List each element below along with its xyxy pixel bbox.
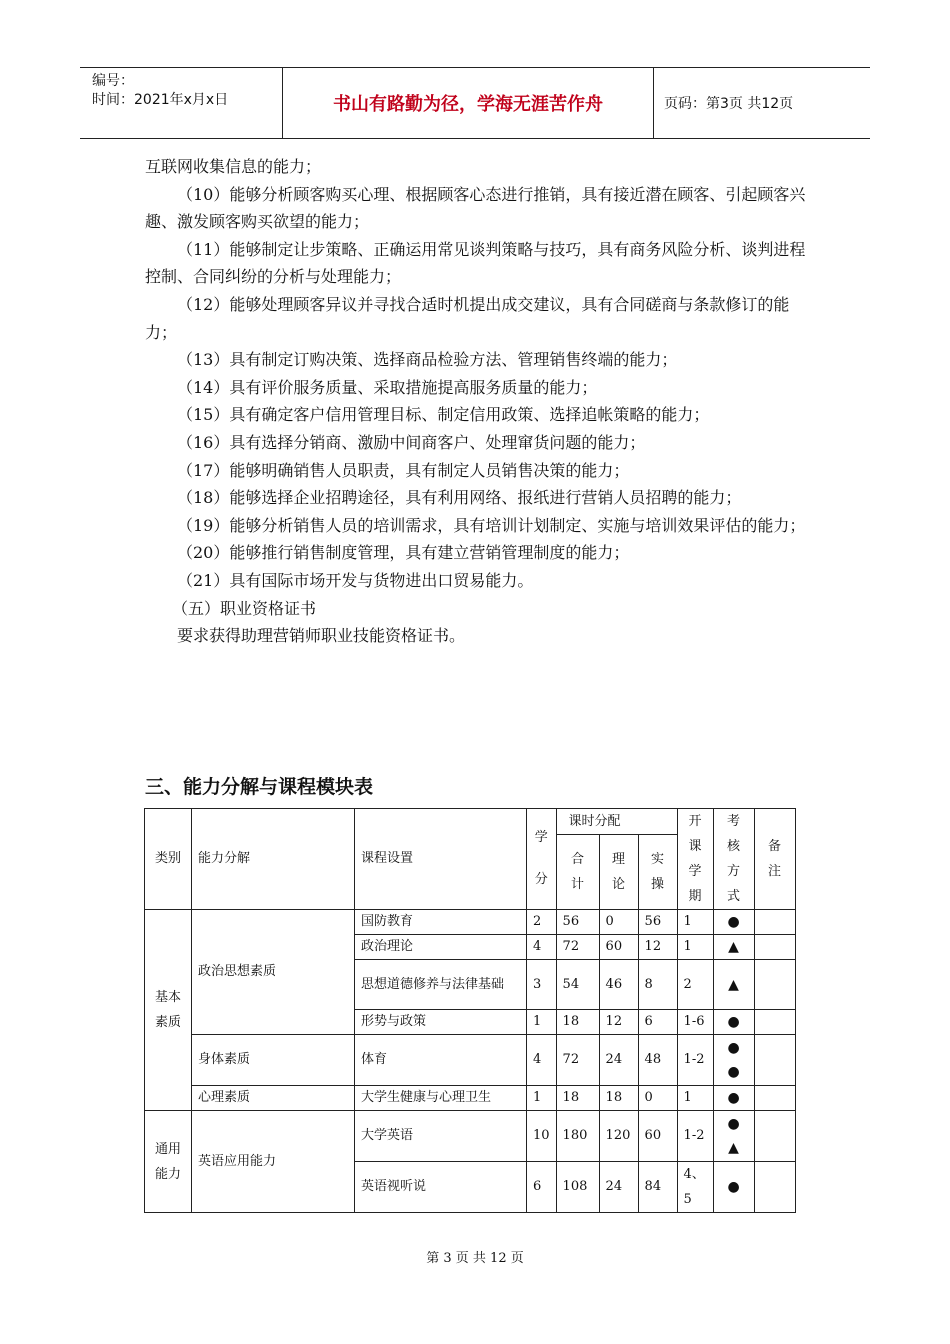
ability-cell: 政治思想素质	[192, 910, 355, 1035]
term-cell: 1-2	[677, 1035, 713, 1086]
note-cell	[754, 910, 795, 935]
exam-mark: ●	[727, 1116, 740, 1132]
category-cell: 通用 能力	[145, 1111, 192, 1213]
total-cell: 18	[556, 1086, 599, 1111]
theory-cell: 24	[599, 1162, 638, 1213]
total-cell: 18	[556, 1010, 599, 1035]
credit-cell: 6	[527, 1162, 557, 1213]
course-module-table	[144, 808, 796, 1213]
note-cell	[754, 960, 795, 1010]
credit-cell: 1	[527, 1010, 557, 1035]
table-row	[145, 1111, 796, 1162]
term-cell: 1	[677, 935, 713, 960]
total-cell: 56	[556, 910, 599, 935]
credit-cell: 4	[527, 935, 557, 960]
course-cell: 体育	[355, 1035, 527, 1086]
header-practice: 实 操	[638, 835, 677, 910]
practice-cell: 84	[638, 1162, 677, 1213]
total-cell: 72	[556, 935, 599, 960]
paragraph: （10）能够分析顾客购买心理、根据顾客心态进行推销，具有接近潜在顾客、引起顾客兴趣、激发顾客购买欲望的能力；	[145, 184, 806, 232]
header-motto: 书山有路勤为径，学海无涯苦作舟	[333, 94, 603, 115]
paragraph: （11）能够制定让步策略、正确运用常见谈判策略与技巧，具有商务风险分析、谈判进程控制、合同纠纷的分析与处理能力；	[145, 239, 806, 287]
term-cell: 1	[677, 910, 713, 935]
paragraph: （15）具有确定客户信用管理目标、制定信用政策、选择追帐策略的能力；	[177, 405, 710, 425]
table-row	[145, 910, 796, 935]
paragraph: 互联网收集信息的能力；	[145, 157, 322, 176]
exam-mark: ●	[727, 1064, 740, 1080]
paragraph: （12）能够处理顾客异议并寻找合适时机提出成交建议，具有合同磋商与条款修订的能力；	[145, 294, 790, 342]
practice-cell: 12	[638, 935, 677, 960]
term-cell: 4、 5	[677, 1162, 713, 1213]
note-cell	[754, 1086, 795, 1111]
header-divider	[653, 68, 654, 138]
ability-cell: 身体素质	[192, 1035, 355, 1086]
paragraph: （13）具有制定订购决策、选择商品检验方法、管理销售终端的能力；	[177, 350, 678, 370]
paragraph: 要求获得助理营销师职业技能资格证书。	[177, 626, 466, 646]
credit-cell: 3	[527, 960, 557, 1010]
table-row	[145, 1035, 796, 1086]
note-cell	[754, 935, 795, 960]
header-note: 备 注	[754, 809, 795, 910]
exam-cell: ●	[713, 1010, 754, 1035]
paragraph: （16）具有选择分销商、激励中间商客户、处理窜货问题的能力；	[177, 432, 646, 452]
header-theory: 理 论	[599, 835, 638, 910]
term-cell: 1-6	[677, 1010, 713, 1035]
header-credit: 学 分	[527, 809, 557, 910]
practice-cell: 8	[638, 960, 677, 1010]
practice-cell: 60	[638, 1111, 677, 1162]
practice-cell: 0	[638, 1086, 677, 1111]
term-cell: 1-2	[677, 1111, 713, 1162]
exam-cell	[713, 1035, 754, 1086]
note-cell	[754, 1010, 795, 1035]
header-meta	[92, 72, 228, 110]
practice-cell: 48	[638, 1035, 677, 1086]
total-cell: 108	[556, 1162, 599, 1213]
note-cell	[754, 1035, 795, 1086]
paragraph: （19）能够分析销售人员的培训需求，具有培训计划制定、实施与培训效果评估的能力；	[177, 515, 806, 535]
course-cell: 思想道德修养与法律基础	[355, 960, 527, 1010]
exam-cell: ●	[713, 1162, 754, 1213]
subsection-heading: （五）职业资格证书	[172, 598, 317, 618]
note-cell	[754, 1111, 795, 1162]
course-cell: 大学英语	[355, 1111, 527, 1162]
exam-mark: ●	[727, 1040, 740, 1056]
document-number: 编号：	[92, 73, 134, 89]
header-page-number: 页码：第3页 共12页	[664, 96, 794, 112]
document-date: 时间：2021年x月x日	[92, 92, 229, 108]
theory-cell: 46	[599, 960, 638, 1010]
course-cell: 形势与政策	[355, 1010, 527, 1035]
course-cell: 国防教育	[355, 910, 527, 935]
paragraph: （18）能够选择企业招聘途径，具有利用网络、报纸进行营销人员招聘的能力；	[177, 488, 742, 508]
page-footer: 第 3 页 共 12 页	[426, 1251, 524, 1266]
course-cell: 大学生健康与心理卫生	[355, 1086, 527, 1111]
practice-cell: 56	[638, 910, 677, 935]
term-cell: 1	[677, 1086, 713, 1111]
theory-cell: 120	[599, 1111, 638, 1162]
ability-cell: 英语应用能力	[192, 1111, 355, 1213]
ability-cell: 心理素质	[192, 1086, 355, 1111]
paragraph: （14）具有评价服务质量、采取措施提高服务质量的能力；	[177, 377, 598, 397]
category-cell: 基本 素质	[145, 910, 192, 1111]
table-row	[145, 1086, 796, 1111]
header-hours: 课时分配	[556, 809, 677, 835]
exam-cell: ▲	[713, 935, 754, 960]
exam-cell	[713, 1111, 754, 1162]
paragraph: （20）能够推行销售制度管理，具有建立营销管理制度的能力；	[177, 543, 630, 563]
theory-cell: 24	[599, 1035, 638, 1086]
course-cell: 英语视听说	[355, 1162, 527, 1213]
credit-cell: 1	[527, 1086, 557, 1111]
header-category: 类别	[145, 809, 192, 910]
term-cell: 2	[677, 960, 713, 1010]
note-cell	[754, 1162, 795, 1213]
exam-cell: ●	[713, 910, 754, 935]
total-cell: 54	[556, 960, 599, 1010]
theory-cell: 0	[599, 910, 638, 935]
theory-cell: 18	[599, 1086, 638, 1111]
header-term: 开 课 学 期	[677, 809, 713, 910]
paragraph: （17）能够明确销售人员职责，具有制定人员销售决策的能力；	[177, 460, 630, 480]
theory-cell: 12	[599, 1010, 638, 1035]
header-ability: 能力分解	[192, 809, 355, 910]
page-header	[80, 67, 870, 139]
credit-cell: 10	[527, 1111, 557, 1162]
paragraph: （21）具有国际市场开发与货物进出口贸易能力。	[177, 570, 534, 590]
total-cell: 180	[556, 1111, 599, 1162]
body-text	[145, 153, 815, 650]
practice-cell: 6	[638, 1010, 677, 1035]
exam-mark: ▲	[728, 1140, 739, 1156]
credit-cell: 4	[527, 1035, 557, 1086]
exam-cell: ▲	[713, 960, 754, 1010]
section-title: 三、能力分解与课程模块表	[145, 776, 374, 798]
total-cell: 72	[556, 1035, 599, 1086]
header-exam: 考 核 方 式	[713, 809, 754, 910]
header-total: 合 计	[556, 835, 599, 910]
theory-cell: 60	[599, 935, 638, 960]
table-header-row	[145, 809, 796, 835]
credit-cell: 2	[527, 910, 557, 935]
header-course: 课程设置	[355, 809, 527, 910]
exam-cell: ●	[713, 1086, 754, 1111]
course-cell: 政治理论	[355, 935, 527, 960]
